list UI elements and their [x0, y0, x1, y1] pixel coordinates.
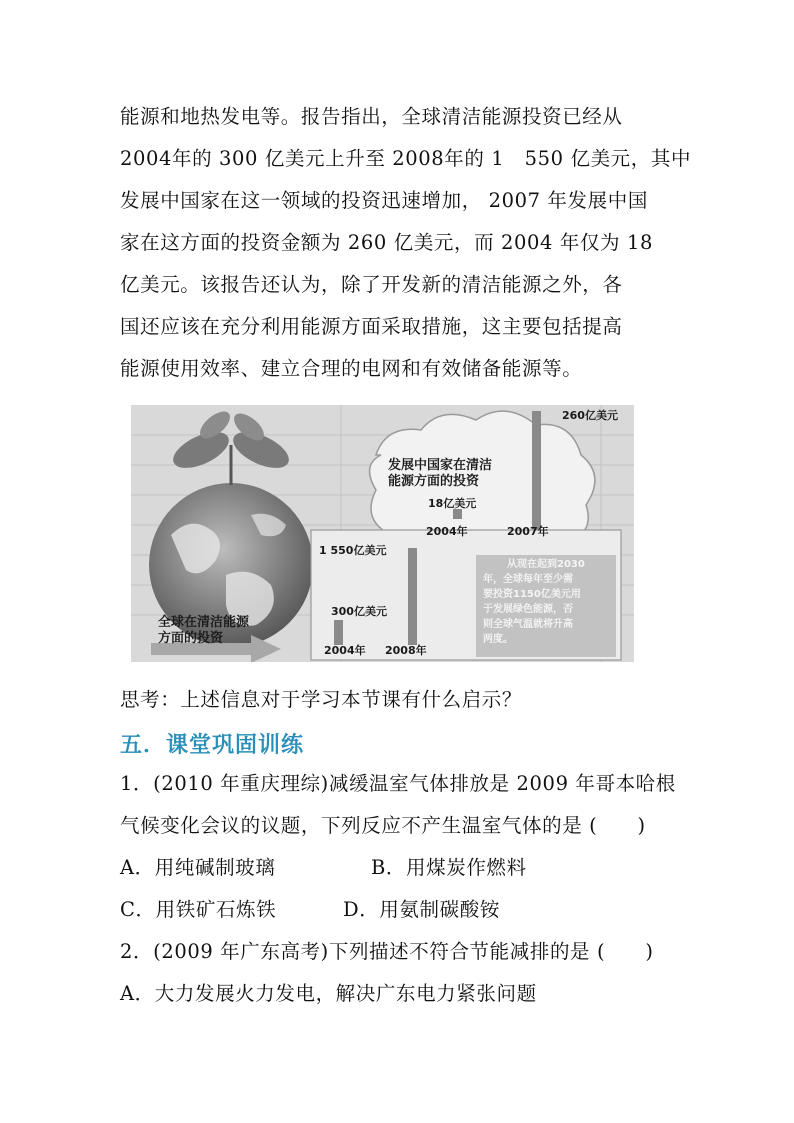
developing-value-2004: 18亿美元: [428, 497, 477, 510]
global-year-2008: 2008年: [385, 644, 427, 657]
question-1-line: 气候变化会议的议题，下列反应不产生温室气体的是 ( ): [120, 814, 646, 837]
developing-year-2007: 2007年: [507, 525, 549, 538]
note-line: 从现在起到2030: [507, 559, 585, 570]
note-line: 则全球气温就将升高: [483, 619, 573, 630]
global-value-2004: 300亿美元: [331, 605, 387, 618]
question-1-option-c[interactable]: C．用铁矿石炼铁: [120, 898, 277, 921]
global-year-2004: 2004年: [324, 644, 366, 657]
paragraph-line: 国还应该在充分利用能源方面采取措施，这主要包括提高: [120, 315, 623, 338]
paragraph-line: 2004年的 300 亿美元上升至 2008年的 1 550 亿美元，其中: [120, 147, 692, 170]
note-line: 于发展绿色能源，否: [483, 604, 573, 615]
question-1-line: 1．(2010 年重庆理综)减缓温室气体排放是 2009 年哥本哈根: [120, 772, 676, 795]
paragraph-line: 能源使用效率、建立合理的电网和有效储备能源等。: [120, 357, 583, 380]
question-2-option-a[interactable]: A．大力发展火力发电，解决广东电力紧张问题: [120, 982, 537, 1005]
question-2-line: 2．(2009 年广东高考)下列描述不符合节能减排的是 ( ): [120, 940, 654, 963]
paragraph-line: 亿美元。该报告还认为，除了开发新的清洁能源之外，各: [120, 273, 623, 296]
global-title: 方面的投资: [158, 631, 224, 646]
developing-value-2007: 260亿美元: [562, 409, 618, 422]
clean-energy-investment-figure: [131, 405, 634, 662]
paragraph-line: 发展中国家在这一领域的投资迅速增加， 2007 年发展中国: [120, 189, 648, 212]
question-1-option-d[interactable]: D．用氨制碳酸铵: [343, 898, 500, 921]
question-1-option-b[interactable]: B．用煤炭作燃料: [371, 856, 527, 879]
paragraph-line: 家在这方面的投资金额为 260 亿美元，而 2004 年仅为 18: [120, 231, 653, 254]
developing-title: 能源方面的投资: [388, 474, 480, 489]
question-1-option-a[interactable]: A．用纯碱制玻璃: [120, 856, 276, 879]
global-value-2008: 1 550亿美元: [319, 544, 387, 557]
note-line: 两度。: [483, 634, 513, 645]
global-title: 全球在清洁能源: [158, 615, 250, 630]
bar-developing-2007: [532, 411, 541, 531]
developing-year-2004: 2004年: [426, 525, 468, 538]
section-heading: 五．课堂巩固训练: [120, 733, 305, 758]
think-prompt: 思考：上述信息对于学习本节课有什么启示？: [120, 688, 523, 711]
paragraph-line: 能源和地热发电等。报告指出，全球清洁能源投资已经从: [120, 105, 623, 128]
developing-title: 发展中国家在清洁: [388, 458, 493, 473]
bar-global-2008: [408, 548, 417, 645]
note-line: 年，全球每年至少需: [483, 574, 573, 585]
note-line: 要投资1150亿美元用: [483, 589, 581, 600]
